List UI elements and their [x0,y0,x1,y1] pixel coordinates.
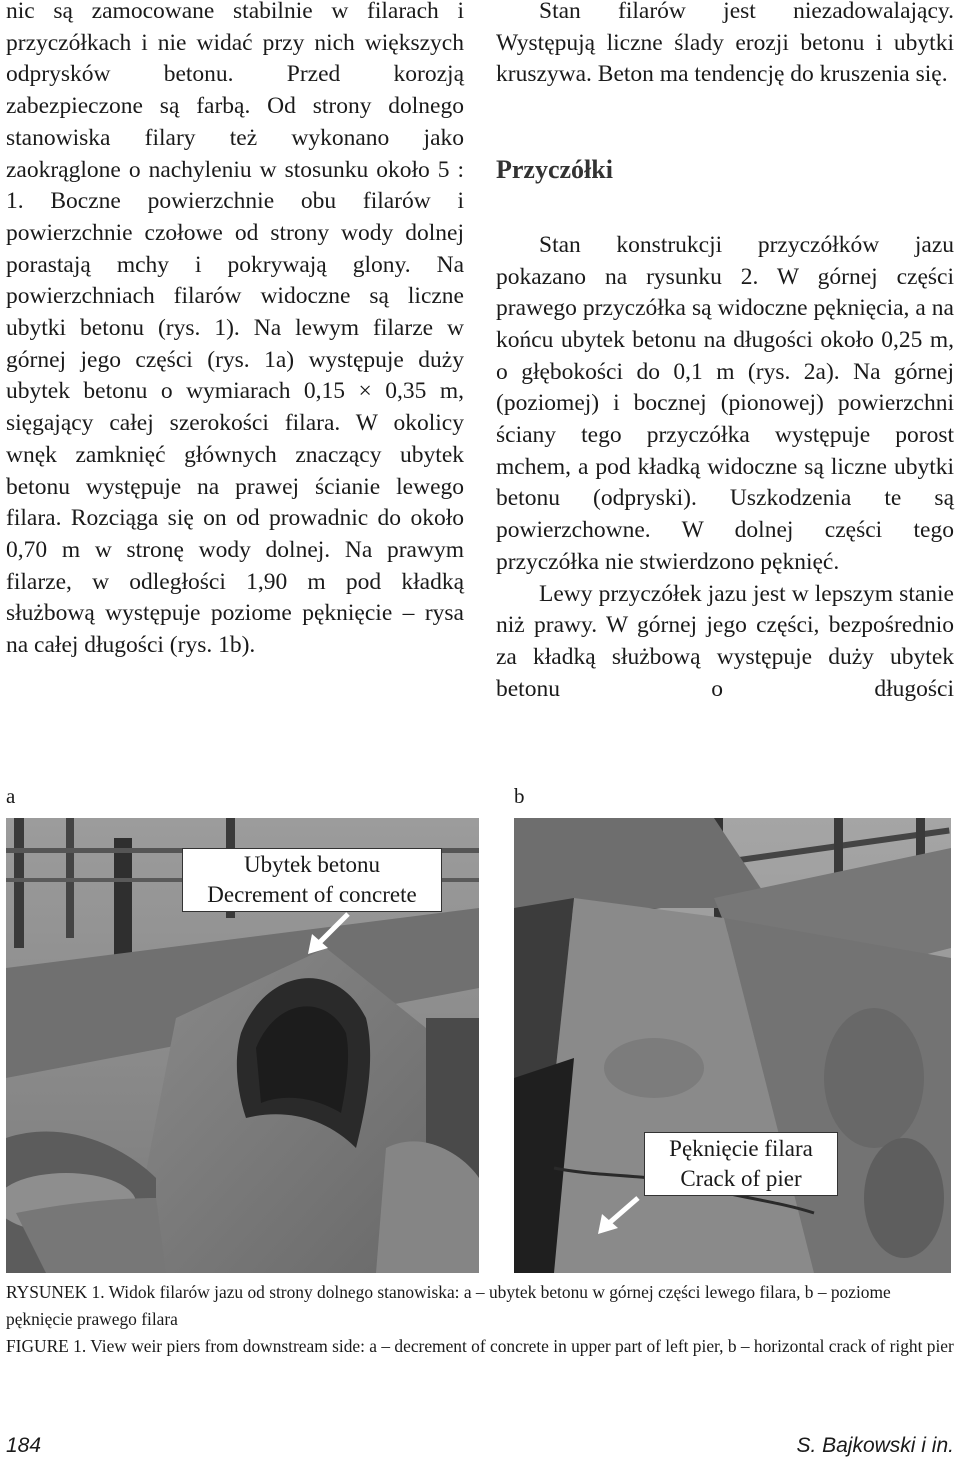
arrow-b-icon [592,1192,648,1238]
callout-a-line-1: Ubytek betonu [243,852,381,877]
photo-panel-b [514,818,951,1273]
figure-caption-english: FIGURE 1. View weir piers from downstream side: a – decrement of concrete in upper part of left pier, b – horizontal crack of right pier [6,1336,954,1356]
spacer [496,186,954,230]
panel-a-label: a [6,784,16,808]
callout-concrete-decrement [182,848,442,912]
spacer [496,91,954,154]
arrow-a-icon [300,908,360,958]
left-text-column [6,0,464,662]
page-number: 184 [6,1434,42,1457]
photo-b-image [514,818,951,1273]
section-heading-abutments: Przyczółki [496,155,613,185]
figure-caption-polish: RYSUNEK 1. Widok filarów jazu od strony dolnego stanowiska: a – ubytek betonu w górnej części lewego filara, b – poziome pęknięcie prawego filara [6,1282,891,1329]
callout-b-line-2: Crack of pier [680,1166,802,1191]
right-abutment-paragraph: Stan konstrukcji przyczółków jazu pokazano na rysunku 2. W górnej części prawego przyczółka są widoczne pęknięcia, a na końcu ubytek betonu na długości około 0,25 m, o głębokości do 0,1 m (rys. 2a). Na górnej (poziomej) i bocznej (pionowej) powierzchni ściany tego przyczółka występuje porost mchem, a pod kładką widoczne są liczne ubytki betonu (odpryski). Uszkodzenia te są powierzchowne. W dolnej części tego przyczółka nie stwierdzono pęknięć. [496,231,954,575]
left-column-paragraph: nic są zamocowane stabilnie w filarach i przyczółkach i nie widać przy nich większych odprysków betonu. Przed korozją zabezpieczone są farbą. Od strony dolnego stanowiska filary też wykonano jako zaokrąglone o nachyleniu w stosunku około 5 : 1. Boczne powierzchnie obu filarów i powierzchnie czołowe od strony wody dolnej porastają mchy i pokrywają glony. Na powierzchniach filarów widoczne są liczne ubytki betonu (rys. 1). Na lewym filarze w górnej jego części (rys. 1a) występuje duży ubytek betonu o wymiarach 0,15 × 0,35 m, sięgający całej szerokości filara. W okolicy wnęk zamknięć głównych znaczący ubytek betonu występuje na prawej ścianie lewego filara. Rozciąga się on od prowadnic do około 0,70 m w stronę wody dolnej. Na prawym filarze, w odległości 1,90 m pod kładką służbową występuje poziome pęknięcie – rysa na całej długości (rys. 1b). [6,0,464,659]
piers-condition-paragraph: Stan filarów jest niezadowalający. Występują liczne ślady erozji betonu i ubytki kruszywa. Beton ma tendencję do kruszenia się. [496,0,954,88]
callout-pier-crack [644,1132,838,1196]
callout-b-line-1: Pęknięcie filara [669,1136,813,1161]
running-footer-author: S. Bajkowski i in. [796,1434,954,1457]
callout-a-line-2: Decrement of concrete [207,882,417,907]
left-abutment-paragraph: Lewy przyczółek jazu jest w lepszym stanie niż prawy. W górnej jego części, bezpośrednio za kładką służbową występuje duży ubytek betonu o długości [496,580,954,702]
right-text-column [496,0,954,705]
panel-b-label: b [514,784,525,808]
